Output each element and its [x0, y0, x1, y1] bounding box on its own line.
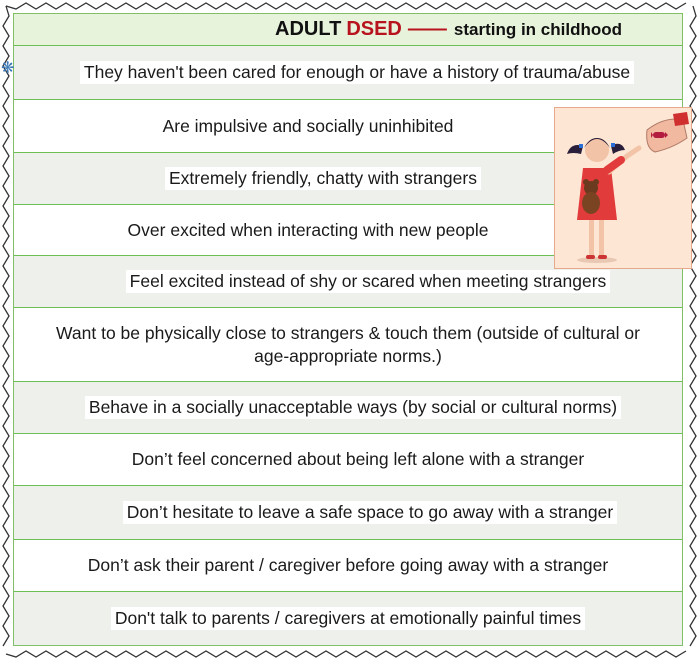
- girl-and-stranger-illustration: [554, 107, 692, 269]
- item-text: Are impulsive and socially uninhibited: [159, 115, 458, 138]
- item-text: Behave in a socially unacceptable ways (by social or cultural norms): [85, 396, 621, 419]
- title-highlight: DSED: [346, 18, 402, 40]
- list-item: [14, 382, 682, 434]
- item-text: Don’t ask their parent / caregiver before going away with a stranger: [84, 554, 612, 577]
- item-text: Want to be physically close to strangers & touch them (outside of cultural or age-appropriate norms.): [44, 322, 652, 368]
- item-text: Over excited when interacting with new people: [124, 219, 493, 242]
- item-text: Feel excited instead of shy or scared when meeting strangers: [126, 270, 611, 293]
- illustration-graphic: [555, 108, 691, 268]
- title-subtitle: starting in childhood: [453, 19, 622, 39]
- list-item: [14, 540, 682, 592]
- list-item: [14, 434, 682, 486]
- list-item: [14, 592, 682, 645]
- item-text: They haven't been cared for enough or have a history of trauma/abuse: [80, 61, 634, 84]
- item-text: Extremely friendly, chatty with strangers: [165, 167, 481, 190]
- asterisk-bullet-icon: ❋: [1, 60, 15, 77]
- title-main: ADULT: [275, 18, 342, 40]
- checklist-card: [13, 13, 683, 646]
- list-item: [14, 308, 682, 382]
- list-item: [14, 46, 682, 100]
- title-bar: [14, 14, 682, 46]
- item-text: Don’t hesitate to leave a safe space to go away with a stranger: [123, 501, 617, 524]
- title-dash: ——: [407, 18, 446, 40]
- item-text: Don't talk to parents / caregivers at emotionally painful times: [111, 607, 585, 630]
- list-item: [14, 486, 682, 540]
- item-text: Don’t feel concerned about being left alone with a stranger: [128, 448, 588, 471]
